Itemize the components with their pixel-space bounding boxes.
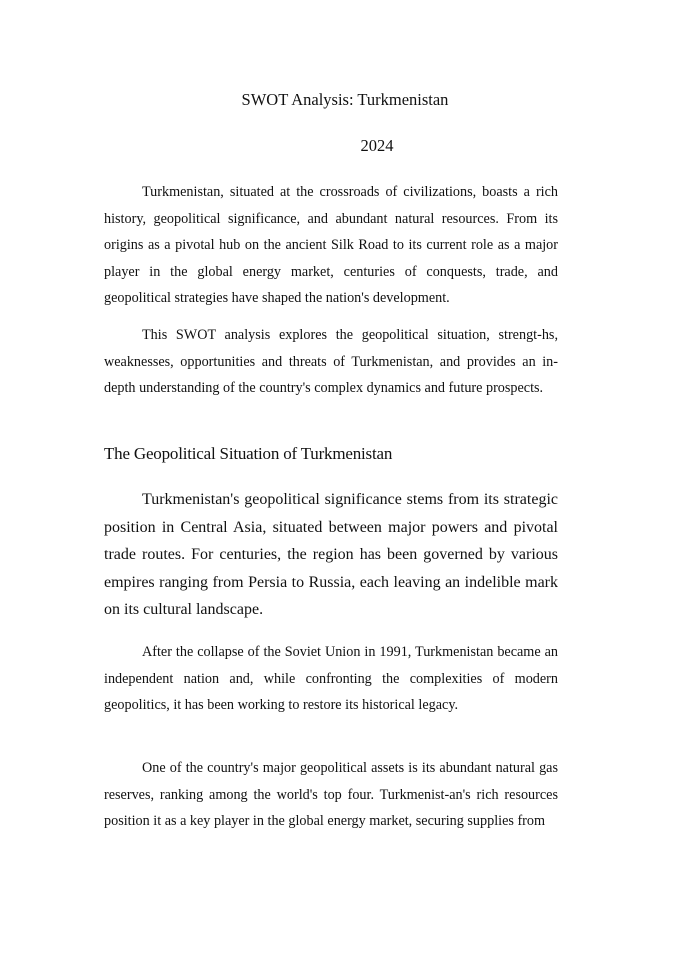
section-paragraph-2: After the collapse of the Soviet Union in 1991, Turkmenistan became an independent nation and, while confronting the complexities of modern geopolitics, it has been working to restore its historical legacy. (104, 644, 558, 714)
intro-paragraph-2: This SWOT analysis explores the geopolitical situation, strengt-hs, weaknesses, opportunities and threats of Turkmenistan, and provides an in-depth understanding of the country's complex dynamics and future prospects. (104, 327, 558, 397)
document-year (104, 136, 558, 156)
section-paragraph-3: One of the country's major geopolitical assets is its abundant natural gas reserves, ranking among the world's top four. Turkmenist-an's rich resources position it as a key player in the global energy market, securing supplies from (104, 760, 558, 830)
document-year-text: 2024 (360, 136, 394, 155)
document-title: SWOT Analysis: Turkmenistan (241, 90, 449, 109)
section-heading: The Geopolitical Situation of Turkmenistan (104, 444, 393, 463)
intro-paragraph-1: Turkmenistan, situated at the crossroads of civilizations, boasts a rich history, geopolitical significance, and abundant natural resources. From its origins as a pivotal hub on the ancient Silk Road to its current role as a major player in the global energy market, centuries of conquests, trade, and geopolitical strategies have shaped the nation's development. (104, 184, 558, 307)
section-paragraph-1: Turkmenistan's geopolitical significance stems from its strategic position in Central Asia, situated between major powers and pivotal trade routes. For centuries, the region has been governed by various empires ranging from Persia to Russia, each leaving an indelible mark on its cultural landscape. (104, 491, 558, 618)
